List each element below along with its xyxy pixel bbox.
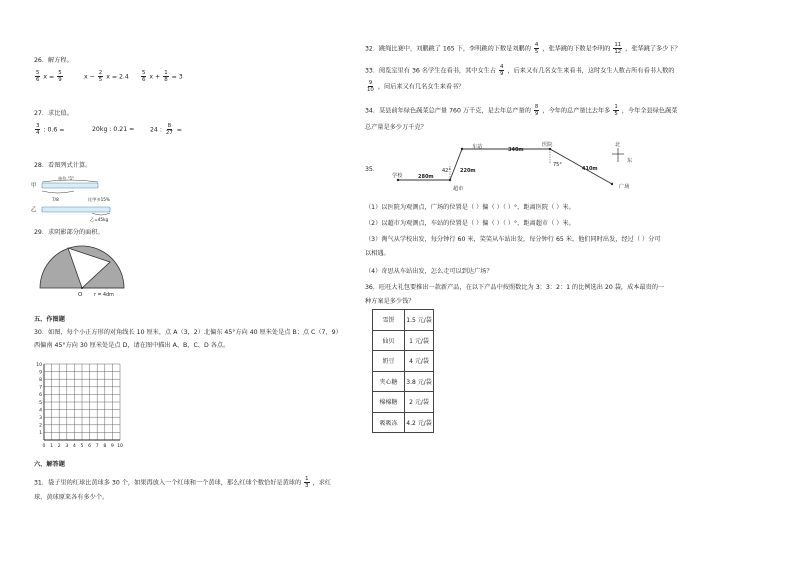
x-axis-labels	[43, 443, 123, 449]
frac-den: 6	[142, 77, 146, 83]
q34-line-2: 总产量是多少万千克？	[365, 124, 427, 131]
frac-num: 8	[167, 123, 172, 129]
distance-220: 220m	[460, 168, 476, 174]
east-label: 东	[627, 158, 633, 164]
frac-num: 5	[58, 70, 62, 76]
frac-num: 9	[368, 80, 373, 86]
product-price: 3.8 元/袋	[405, 371, 434, 392]
y-axis-label: 6	[39, 393, 42, 399]
q26-equation-3	[140, 70, 183, 83]
section-5-heading: 五、作图题	[34, 316, 65, 323]
y-axis-label: 2	[39, 423, 42, 429]
y-axis-label: 7	[39, 385, 42, 391]
product-name: 仙贝	[373, 330, 405, 351]
x-axis-label: 4	[72, 444, 76, 449]
label-jia: 甲	[31, 183, 37, 189]
product-price: 2 元/袋	[405, 392, 434, 413]
frac-den: 9	[58, 77, 62, 83]
radius-label: r = 4dm	[94, 293, 114, 298]
q28-title: 28．看图列式计算。	[34, 162, 92, 169]
y-axis-label: 5	[39, 400, 42, 406]
b-percent-label: 比甲多15%	[88, 197, 110, 202]
square-point	[611, 183, 613, 185]
section-6-heading: 六、解答题	[34, 461, 65, 468]
q35-route-map	[390, 140, 650, 194]
eq-text: = 3	[171, 73, 183, 81]
station-point	[461, 148, 463, 150]
q35-sub-1: （1）以医院为观测点，广场的位置是（ ）偏（ ）（ ）°，距离医院（ ）米。	[365, 204, 575, 211]
compass	[612, 141, 632, 164]
frac-num: 4	[500, 64, 504, 70]
q33-line-2	[365, 80, 464, 93]
q26-equation-2	[84, 70, 129, 83]
q31-text: 31．袋子里的红球比黄球多 30 个，如果再放入一个红球和一个黄球，那么红球个数恰好是黄球的	[34, 479, 302, 487]
q33-part: ，后来又有几名女生来看书，这时女生人数占所有看书人数的	[507, 67, 675, 75]
grid-lines	[44, 364, 120, 440]
eq-text: x = 2.4	[106, 73, 129, 81]
school-label: 学校	[392, 173, 403, 179]
frac-num: 8	[534, 104, 539, 110]
market-label: 超市	[453, 186, 464, 192]
label-yi: 乙	[31, 207, 37, 213]
frac-den: 9	[500, 71, 504, 77]
frac-den: 12	[614, 49, 622, 55]
frac-num: 5	[36, 70, 40, 76]
school-point	[397, 179, 399, 181]
y-axis-label: 9	[39, 370, 42, 376]
q30-coordinate-grid	[34, 358, 134, 448]
frac-den: 8	[164, 77, 168, 83]
q27-ratio-2: 20kg : 0.21 =	[92, 126, 135, 133]
product-price: 1 元/袋	[405, 330, 434, 351]
y-axis-label: 8	[39, 378, 42, 383]
q26-title: 26．解方程。	[34, 57, 73, 64]
frac-den: 5	[534, 49, 539, 55]
y-axis-label: 10	[36, 362, 42, 368]
q27-ratio-3	[150, 123, 182, 136]
product-price: 4 元/袋	[405, 351, 434, 372]
hospital-label: 医院	[542, 142, 553, 148]
q36-line-2: 种方案是多少钱？	[365, 298, 415, 305]
bar-jia	[42, 183, 98, 188]
center-point	[81, 287, 83, 289]
product-name: 雪饼	[373, 310, 405, 331]
x-axis-label: 1	[50, 444, 54, 449]
q27-ratio-1	[34, 123, 64, 136]
q35-number: 35．	[365, 166, 380, 173]
q26-equation-1	[34, 70, 64, 83]
product-price: 4.2 元/袋	[405, 412, 434, 433]
unit-one-label: 单位 "1"	[58, 176, 75, 181]
q29-title: 29．求阴影部分的面积。	[34, 229, 104, 236]
table-row	[373, 392, 434, 413]
x-axis-label: 3	[65, 444, 69, 449]
q30-line-1: 30．如图，每个小正方形的对角线长 10 厘米，点 A（3，2）北偏东 45°方向 40 厘米处是点 B；点 C（7，9）	[34, 329, 342, 336]
x-axis-label: 0	[42, 444, 46, 449]
q31-text: ，求红	[312, 479, 332, 487]
q34-part: 34．某县前年绿色蔬菜总产量 760 万千克，是去年总产量的	[365, 107, 531, 115]
frac-num: 1	[164, 70, 168, 76]
q32-text	[365, 42, 681, 55]
frac-num: 3	[36, 123, 40, 129]
q33-part: ，问后来又有几名女生来看书？	[377, 83, 465, 91]
y-axis-label: 4	[39, 408, 42, 414]
distance-410: 410m	[582, 166, 598, 172]
eq-text: x =	[43, 73, 55, 81]
q31-line-1	[34, 476, 331, 489]
q27-title: 27．求比值。	[34, 110, 73, 117]
square-label: 广场	[619, 184, 630, 190]
q35-sub-2: （2）以超市为观测点，车站的位置是（ ）偏（ ）（ ）°，距离超市（ ）米。	[365, 220, 575, 227]
q34-part: ，今年的总产量比去年多	[542, 107, 611, 115]
station-label: 车站	[472, 144, 483, 150]
x-axis-label: 5	[80, 444, 84, 449]
y-axis-label: 3	[39, 416, 42, 421]
frac-den: 5	[614, 111, 618, 117]
frac-num: 11	[614, 42, 622, 48]
distance-340: 340m	[508, 147, 524, 153]
eq-text: x +	[149, 73, 161, 81]
q33-line-1	[365, 64, 675, 77]
frac-num: 1	[305, 476, 309, 482]
frac-den: 3	[305, 483, 309, 489]
frac-den: 27	[165, 130, 173, 136]
product-price: 1.5 元/袋	[405, 310, 434, 331]
q32-part: 32．跳绳比赛中，刘鹏跳了 165 下，李明跳的下数是刘鹏的	[365, 45, 531, 53]
frac-den: 4	[36, 130, 40, 136]
y-axis-label: 1	[39, 431, 42, 437]
x-axis-label: 9	[110, 444, 114, 449]
q34-line-1	[365, 104, 677, 117]
ratio-text: : 0.6 =	[43, 126, 65, 134]
distance-280: 280m	[418, 174, 434, 180]
q32-part: ，张华跳了多少下？	[625, 45, 681, 53]
q35-sub-4: （4）奇思从车站出发，怎么走可以到达广场？	[365, 268, 493, 275]
q36-line-1: 36．旺旺大礼包要推出一款新产品，在以下产品中按照数比为 3：3：2：1 的比例选出 20 袋，成本最贵的一	[365, 284, 665, 291]
seven-tenths-label: 7/8	[52, 197, 59, 202]
x-axis-label: 10	[117, 444, 123, 449]
product-name: 奶豆	[373, 351, 405, 372]
frac-num: 1	[614, 104, 618, 110]
frac-num: 2	[98, 70, 103, 76]
north-label: 北	[615, 142, 621, 148]
frac-num: 4	[534, 42, 539, 48]
x-axis-label: 8	[103, 444, 107, 449]
q30-line-2: 西偏南 45°方向 30 厘米处是点 D，请在图中描出 A、B、C、D 各点。	[34, 342, 230, 349]
frac-den: 10	[367, 87, 374, 93]
ratio-text: 24 :	[150, 126, 162, 134]
frac-den: 5	[98, 77, 103, 83]
ratio-text: =	[176, 126, 182, 134]
brace-bottom	[92, 213, 110, 215]
y-axis-labels	[36, 362, 42, 436]
brace-seven-tenths	[42, 191, 74, 193]
product-name: 吸吸冻	[373, 412, 405, 433]
q34-part: ，今年全县绿色蔬菜	[621, 107, 678, 115]
bar-yi	[42, 207, 110, 212]
frac-den: 9	[534, 111, 539, 117]
frac-num: 5	[142, 70, 146, 76]
product-name: 棉棉糖	[373, 392, 405, 413]
q35-sub-3-cont: 以相遇。	[365, 250, 390, 257]
table-row	[373, 310, 434, 331]
table-row	[373, 330, 434, 351]
x-axis-label: 6	[88, 444, 92, 449]
center-label: O	[78, 292, 83, 298]
table-row	[373, 412, 434, 433]
q32-part: ，张华跳的下数是李明的	[542, 45, 611, 53]
x-axis-label: 2	[57, 444, 61, 449]
q28-segment-diagram	[30, 174, 120, 222]
frac-den: 6	[36, 77, 40, 83]
angle-42: 42°	[442, 168, 451, 174]
q31-line-2: 球、黄球原来各有多少个。	[34, 494, 109, 501]
x-axis-label: 7	[95, 444, 99, 449]
q33-part: 33．阅览室里有 36 名学生在看书，其中女生占	[365, 67, 497, 75]
table-row	[373, 351, 434, 372]
eq-text: x −	[84, 73, 95, 81]
q36-price-table	[372, 309, 434, 433]
angle-75: 75°	[553, 162, 562, 168]
q35-sub-3: （3）淘气从学校出发，每分钟行 60 米，笑笑从车站出发，每分钟行 65 米，他们同时出发，经过（ ）分可	[365, 236, 661, 243]
product-name: 夹心糖	[373, 371, 405, 392]
total-label: 乙=45kg	[90, 217, 109, 222]
table-row	[373, 371, 434, 392]
q29-semicircle-figure	[40, 240, 130, 296]
